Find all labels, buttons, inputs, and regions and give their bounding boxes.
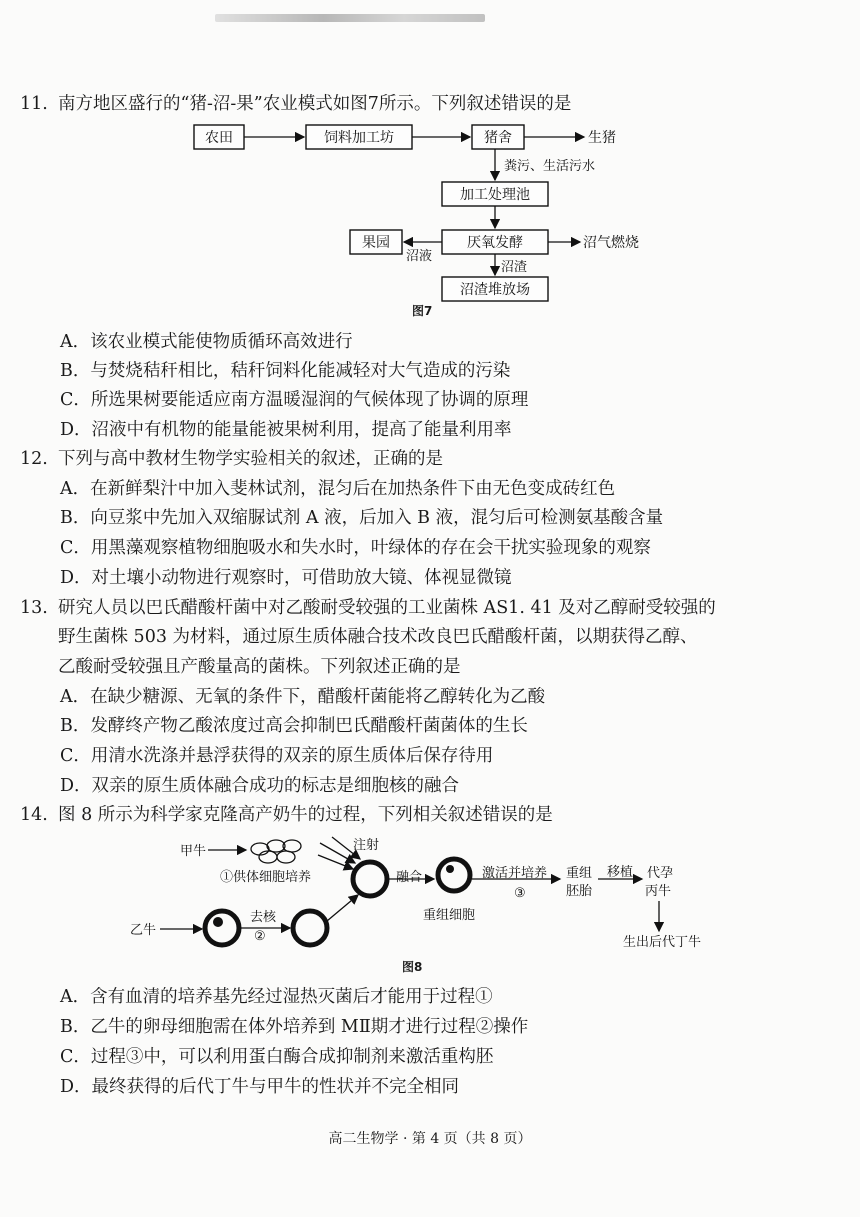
q14-option-c: C．过程③中，可以利用蛋白酶合成抑制剂来激活重构胚 — [60, 1047, 494, 1067]
q13-stem-line-1 — [20, 596, 716, 620]
q11-option-a: A．该农业模式能使物质循环高效进行 — [60, 332, 353, 352]
node-feed-label: 饲料加工坊 — [324, 130, 394, 146]
arrow-inject-2 — [318, 855, 353, 869]
oocyte-nucleus — [213, 917, 223, 927]
q12-option-c: C．用黑藻观察植物细胞吸水和失水时，叶绿体的存在会干扰实验现象的观察 — [60, 538, 651, 558]
label-step2: ② — [254, 929, 266, 944]
oocyte-cow-b — [205, 911, 239, 945]
donor-cell — [267, 840, 285, 852]
enucleated-oocyte-main — [353, 862, 387, 896]
label-waste: 粪污、生活污水 — [504, 159, 596, 174]
q13-option-a: A．在缺少糖源、无氧的条件下，醋酸杆菌能将乙醇转化为乙酸 — [60, 687, 546, 707]
label-residue: 沼渣 — [501, 260, 528, 275]
label-surrogate-1: 代孕 — [647, 866, 674, 881]
q13-stem-line-3: 乙酸耐受较强且产酸量高的菌株。下列叙述正确的是 — [58, 657, 461, 677]
label-embryo-1: 重组 — [566, 866, 593, 881]
q14-stem — [20, 803, 553, 827]
figure-8-caption: 图8 — [402, 960, 423, 974]
donor-cell — [251, 843, 269, 855]
q13-number: 13. — [20, 598, 48, 618]
label-cow-a: 甲牛 — [180, 844, 207, 859]
arrow-inject-1 — [320, 843, 355, 863]
label-recon-cell: 重组细胞 — [423, 908, 476, 923]
q12-option-d: D．对土壤小动物进行观察时，可借助放大镜、体视显微镜 — [60, 568, 512, 588]
node-pigsty-label: 猪舍 — [484, 130, 512, 146]
figure-7-caption: 图7 — [412, 304, 433, 318]
figure-8-diagram — [120, 833, 720, 955]
node-biogas-label: 沼气燃烧 — [583, 235, 639, 251]
page-footer: 高二生物学 · 第 4 页（共 8 页） — [328, 1131, 532, 1147]
q12-number: 12. — [20, 449, 48, 469]
label-surrogate-2: 丙牛 — [645, 884, 672, 899]
donor-cell — [277, 851, 295, 863]
label-step1: ①供体细胞培养 — [220, 870, 312, 885]
label-transplant: 移植 — [607, 865, 634, 880]
q12-option-a: A．在新鲜梨汁中加入斐林试剂，混匀后在加热条件下由无色变成砖红色 — [60, 479, 616, 499]
enucleated-oocyte — [293, 911, 327, 945]
label-slurry: 沼液 — [406, 249, 433, 264]
q11-option-c: C．所选果树要能适应南方温暖湿润的气候体现了协调的原理 — [60, 390, 529, 410]
label-enucleate: 去核 — [250, 910, 277, 925]
q13-stem-line-2: 野生菌株 503 为材料，通过原生质体融合技术改良巴氏醋酸杆菌，以期获得乙醇、 — [58, 627, 698, 647]
node-processing-label: 加工处理池 — [460, 187, 530, 203]
q11-option-d: D．沼液中有机物的能量能被果树利用，提高了能量利用率 — [60, 420, 512, 440]
q11-stem-text: 南方地区盛行的“猪-沼-果”农业模式如图7所示。下列叙述错误的是 — [58, 94, 572, 114]
q11-option-b: B．与焚烧秸秆相比，秸秆饲料化能减轻对大气造成的污染 — [60, 361, 511, 381]
q13-option-d: D．双亲的原生质体融合成功的标志是细胞核的融合 — [60, 776, 460, 796]
q14-option-b: B．乙牛的卵母细胞需在体外培养到 MⅡ期才进行过程②操作 — [60, 1017, 529, 1037]
figure-7-diagram — [180, 122, 700, 307]
q12-stem — [20, 447, 443, 471]
label-offspring: 生出后代丁牛 — [623, 935, 702, 950]
q12-stem-text: 下列与高中教材生物学实验相关的叙述，正确的是 — [58, 449, 443, 469]
arrow-to-main — [327, 895, 358, 921]
label-step3: ③ — [514, 886, 526, 901]
node-orchard-label: 果园 — [362, 235, 390, 251]
q14-option-d: D．最终获得的后代丁牛与甲牛的性状并不完全相同 — [60, 1077, 460, 1097]
q14-stem-text: 图 8 所示为科学家克隆高产奶牛的过程，下列相关叙述错误的是 — [58, 805, 553, 825]
node-live-pig-label: 生猪 — [588, 130, 616, 146]
q13-option-c: C．用清水洗涤并悬浮获得的双亲的原生质体后保存待用 — [60, 746, 494, 766]
donor-cell — [259, 851, 277, 863]
q11-number: 11. — [20, 94, 48, 114]
q14-option-a: A．含有血清的培养基先经过湿热灭菌后才能用于过程① — [60, 987, 493, 1007]
q13-option-b: B．发酵终产物乙酸浓度过高会抑制巴氏醋酸杆菌菌体的生长 — [60, 716, 528, 736]
q13-stem-text-1: 研究人员以巴氏醋酸杆菌中对乙酸耐受较强的工业菌株 AS1. 41 及对乙醇耐受较强的 — [58, 598, 716, 618]
page-top-mark — [215, 14, 485, 22]
label-inject: 注射 — [353, 838, 380, 853]
label-cow-b: 乙牛 — [130, 923, 157, 938]
recon-nucleus — [446, 865, 454, 873]
q11-stem — [20, 92, 571, 116]
donor-cell — [283, 840, 301, 852]
label-fuse: 融合 — [396, 870, 423, 885]
q12-option-b: B．向豆浆中先加入双缩脲试剂 A 液，后加入 B 液，混匀后可检测氨基酸含量 — [60, 508, 664, 528]
node-residue-yard-label: 沼渣堆放场 — [460, 282, 530, 298]
node-farmland-label: 农田 — [205, 130, 233, 146]
node-anaerobic-label: 厌氧发酵 — [467, 235, 523, 251]
q14-number: 14. — [20, 805, 48, 825]
reconstructed-cell — [438, 859, 470, 891]
label-embryo-2: 胚胎 — [566, 884, 593, 899]
label-activate: 激活并培养 — [482, 866, 548, 881]
